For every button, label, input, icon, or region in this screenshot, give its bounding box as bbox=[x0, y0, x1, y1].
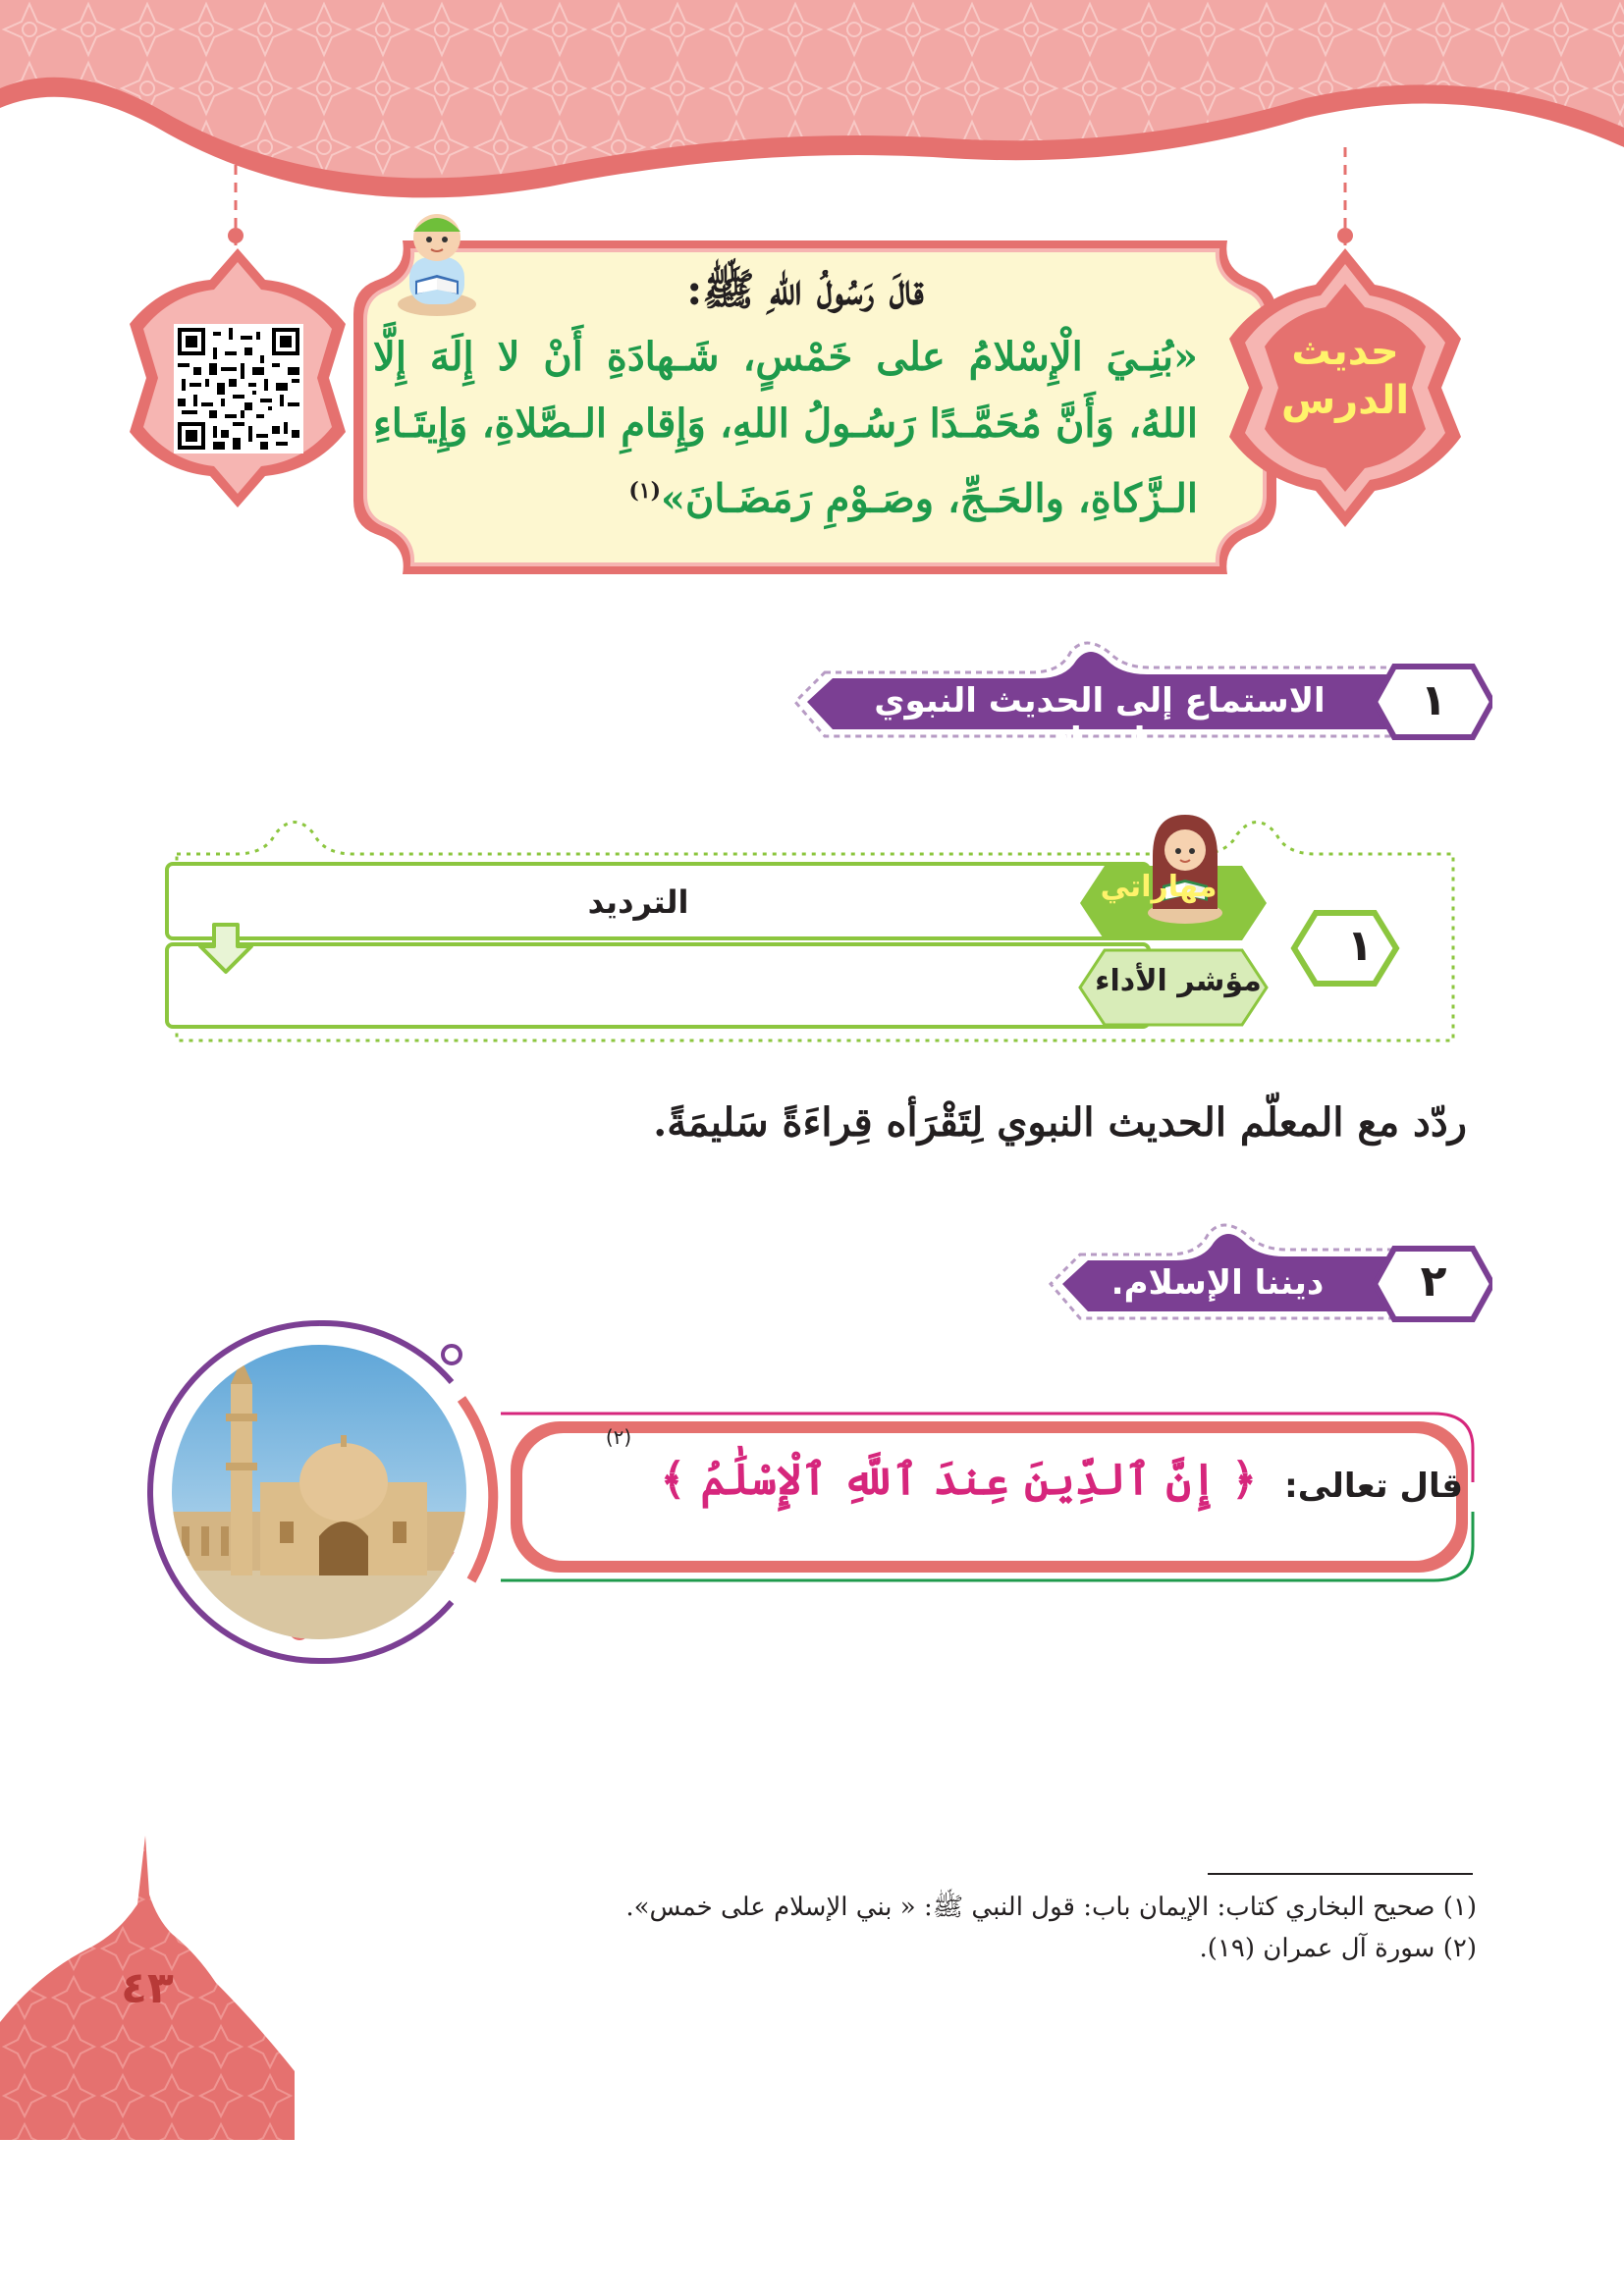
skills-number: ١ bbox=[1346, 921, 1374, 971]
page-dome bbox=[0, 1826, 295, 2296]
section1-label: الاستماع إلى الحديث النبوي بإصغاء. bbox=[874, 681, 1326, 760]
hadith-title: قالَ رَسُولُ اللهِ ﷺ: bbox=[686, 265, 924, 315]
footnote-1: (١) صحيح البخاري كتاب: الإيمان باب: قول النبي ﷺ: « بني الإسلام على خمس». bbox=[625, 1893, 1477, 1922]
footnote-divider bbox=[1208, 1873, 1473, 1875]
indicator-tag: مؤشر الأداء bbox=[1095, 964, 1262, 998]
mosque-photo bbox=[172, 1345, 466, 1639]
verse-footnote-ref: (٢) bbox=[605, 1425, 632, 1449]
hadith-footnote-ref: (١) bbox=[628, 478, 661, 504]
skill-value: الترديد bbox=[587, 883, 689, 921]
section2-number: ٢ bbox=[1420, 1256, 1447, 1307]
page-number: ٤٣ bbox=[121, 1963, 174, 2013]
reading-girl-icon bbox=[1139, 807, 1232, 925]
hadith-text: «بُنِـيَ الْإِسْلامُ على خَمْسٍ، شَـهادَةِ أَنْ لا إِلَهَ إِلَّا اللهُ، وَأَنَّ مُحَمَّـدًا رَسُـولُ اللهِ، وَإِقامِ الـصَّلاةِ، وَإِيتَـاءِ الـزَّكاةِ، والحَـجِّ، وصَـوْمِ رَمَضَـانَ» bbox=[373, 334, 1198, 522]
hadith-badge-label-1: حديث bbox=[1291, 329, 1399, 374]
skills-tag: مهاراتي bbox=[1100, 870, 1218, 904]
skills-frame bbox=[147, 795, 1502, 1050]
verse-intro: قال تعالى: bbox=[1284, 1467, 1463, 1506]
footnote-2: (٢) سورة آل عمران (١٩). bbox=[1199, 1934, 1477, 1963]
section1-number: ١ bbox=[1420, 675, 1447, 725]
section2-label: ديننا الإسلام. bbox=[1110, 1263, 1325, 1303]
instruction-text: ردّد مع المعلّم الحديث النبوي لِتَقْرَأه قِراءَةً سَليمَةً. bbox=[653, 1099, 1467, 1146]
hadith-body bbox=[373, 324, 1198, 532]
qr-code-icon[interactable] bbox=[174, 324, 303, 454]
hadith-badge-label-2: الدرس bbox=[1280, 378, 1410, 423]
verse-text: ﴿ إِنَّ ٱلدِّينَ عِندَ ٱللَّهِ ٱلْإِسْلَٰمُ ﴾ bbox=[660, 1455, 1257, 1505]
down-arrow-icon bbox=[196, 921, 255, 976]
